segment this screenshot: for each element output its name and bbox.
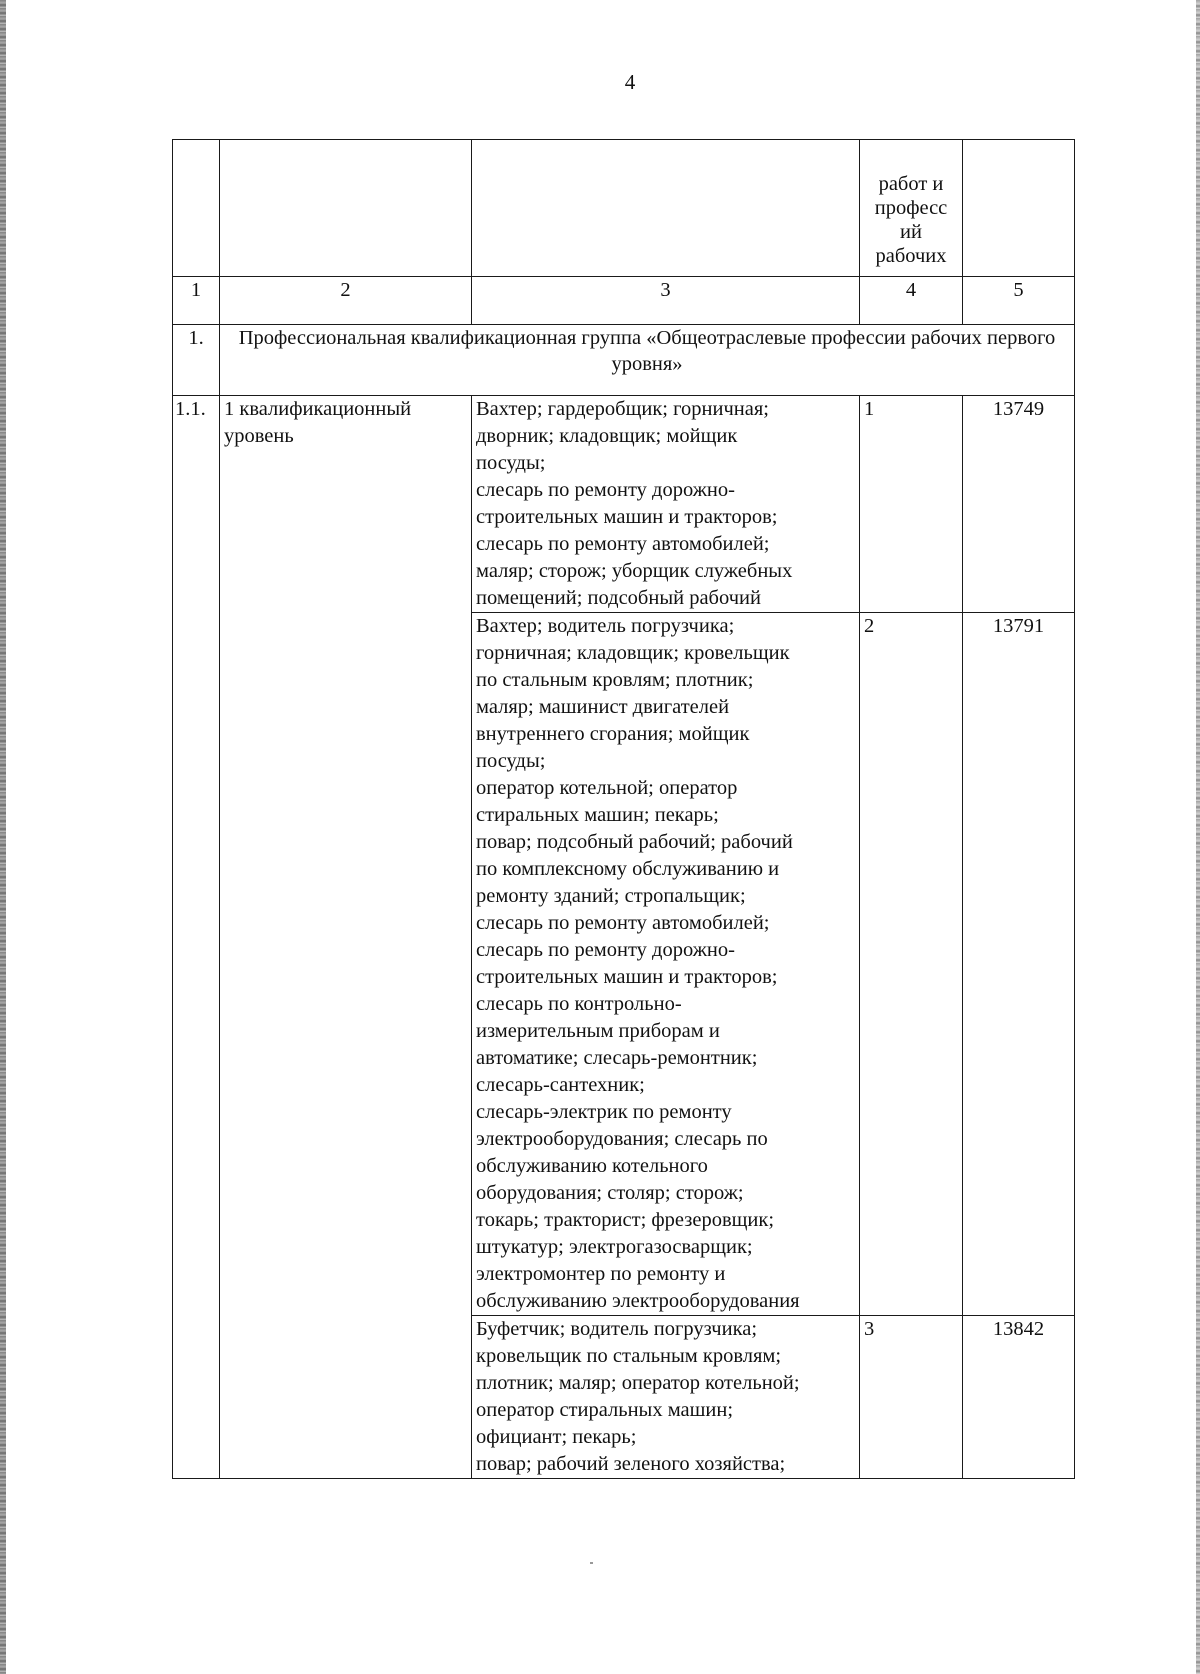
column-number-row [173, 277, 1075, 325]
table-row [173, 396, 1075, 613]
scan-edge-left [0, 0, 6, 1674]
qualification-table [172, 139, 1075, 1479]
column-number-2: 2 [220, 277, 472, 325]
professions-cell: Вахтер; водитель погрузчика; горничная; кладовщик; кровельщик по стальным кровлям; плотник; маляр; машинист двигателей внутреннего сгорания; мойщик посуды; оператор котельной; оператор стиральных машин; пекарь; повар; подсобный рабочий; рабочий по комплексному обслуживанию и ремонту зданий; стропальщик; слесарь по ремонту автомобилей; слесарь по ремонту дорожно- строительных машин и тракторов; слесарь по контрольно- измерительным приборам и автоматике; слесарь-ремонтник; слесарь-сантехник; слесарь-электрик по ремонту электрооборудования; слесарь по обслуживанию котельного оборудования; столяр; сторож; токарь; тракторист; фрезеровщик; штукатур; электрогазосварщик; электромонтер по ремонту и обслуживанию электрооборудования [472, 613, 860, 1316]
header-cell-3 [472, 140, 860, 277]
professions-cell: Буфетчик; водитель погрузчика; кровельщик по стальным кровлям; плотник; маляр; оператор котельной; оператор стиральных машин; официант; пекарь; повар; рабочий зеленого хозяйства; [472, 1316, 860, 1479]
column-number-3: 3 [472, 277, 860, 325]
grade-cell: 2 [860, 613, 963, 1316]
salary-cell: 13749 [963, 396, 1075, 613]
column-number-1: 1 [173, 277, 220, 325]
grade-cell: 3 [860, 1316, 963, 1479]
level-number: 1.1. [173, 396, 220, 1479]
salary-cell: 13791 [963, 613, 1075, 1316]
salary-cell: 13842 [963, 1316, 1075, 1479]
page-number: 4 [624, 70, 636, 94]
header-cell-5 [963, 140, 1075, 277]
group-row [173, 325, 1075, 396]
professions-cell: Вахтер; гардеробщик; горничная; дворник; кладовщик; мойщик посуды; слесарь по ремонту дорожно- строительных машин и тракторов; слесарь по ремонту автомобилей; маляр; сторож; уборщик служебных помещений; подсобный рабочий [472, 396, 860, 613]
level-name: 1 квалификационный уровень [220, 396, 472, 1479]
header-cell-1 [173, 140, 220, 277]
scan-speck [590, 1562, 593, 1564]
scan-edge-right [1196, 0, 1200, 1674]
column-number-5: 5 [963, 277, 1075, 325]
header-row [173, 140, 1075, 277]
grade-cell: 1 [860, 396, 963, 613]
group-number: 1. [173, 325, 220, 396]
group-title: Профессиональная квалификационная группа «Общеотраслевые профессии рабочих первого уровня» [220, 325, 1075, 396]
header-cell-4: работ и професс ий рабочих [860, 140, 963, 277]
header-cell-2 [220, 140, 472, 277]
column-number-4: 4 [860, 277, 963, 325]
